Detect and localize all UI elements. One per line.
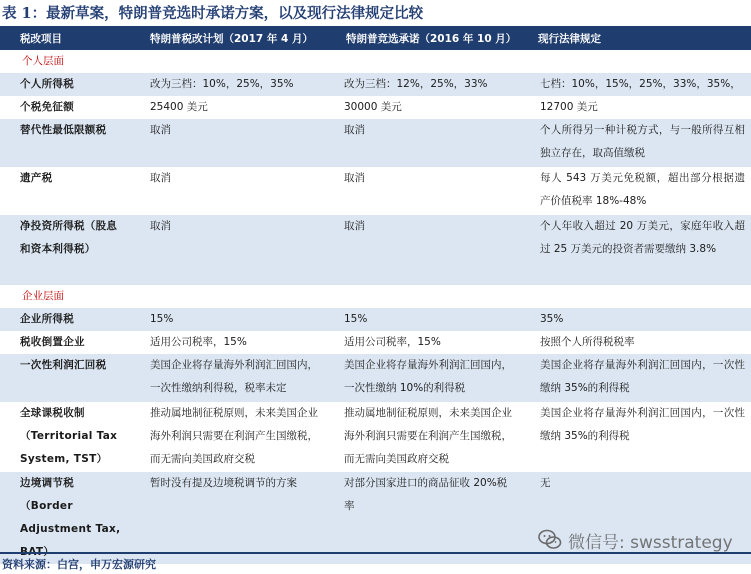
row-item: 全球课税收制（Territorial Tax System, TST）: [0, 402, 130, 472]
watermark-text: 微信号: swsstrategy: [568, 532, 733, 553]
table-row: [0, 402, 751, 472]
table-row: [0, 331, 751, 354]
row-item: 净投资所得税（股息和资本利得税）: [0, 215, 130, 285]
row-item: 个人所得税: [0, 73, 130, 96]
row-campaign-2016: 适用公司税率，15%: [326, 331, 518, 354]
row-plan-2017: 美国企业将存量海外利润汇回国内，一次性缴纳利得税，税率未定: [130, 354, 326, 402]
row-campaign-2016: 对部分国家进口的商品征收 20%税率: [326, 472, 518, 564]
row-current-law: 个人所得另一种计税方式，与一般所得互相独立存在，取高值缴税: [518, 119, 751, 167]
source-note: 资料来源：白宫，申万宏源研究: [2, 558, 156, 571]
wechat-icon: [538, 529, 562, 551]
row-item: 替代性最低限额税: [0, 119, 130, 167]
row-campaign-2016: 15%: [326, 308, 518, 331]
watermark: [538, 526, 733, 554]
section-row: [0, 285, 751, 308]
row-plan-2017: 取消: [130, 167, 326, 215]
row-campaign-2016: 取消: [326, 215, 518, 285]
row-current-law: 七档：10%，15%，25%，33%，35%，: [518, 73, 751, 96]
table-row: [0, 308, 751, 331]
row-plan-2017: 25400 美元: [130, 96, 326, 119]
row-current-law: 按照个人所得税税率: [518, 331, 751, 354]
header-plan-2017: 特朗普税改计划（2017 年 4 月）: [130, 28, 326, 50]
row-plan-2017: 15%: [130, 308, 326, 331]
table-row: [0, 96, 751, 119]
row-current-law: 美国企业将存量海外利润汇回国内，一次性缴纳 35%的利得税: [518, 354, 751, 402]
row-item: 一次性利润汇回税: [0, 354, 130, 402]
comparison-table: [0, 28, 751, 564]
row-campaign-2016: 改为三档：12%，25%，33%: [326, 73, 518, 96]
row-plan-2017: 取消: [130, 119, 326, 167]
table-row: [0, 215, 751, 285]
row-current-law: 美国企业将存量海外利润汇回国内，一次性缴纳 35%的利得税: [518, 402, 751, 472]
table-title: 表 1：最新草案，特朗普竞选时承诺方案，以及现行法律规定比较: [2, 5, 424, 22]
row-item: 企业所得税: [0, 308, 130, 331]
row-campaign-2016: 取消: [326, 167, 518, 215]
row-current-law: 无: [518, 472, 751, 564]
row-current-law: 12700 美元: [518, 96, 751, 119]
header-current-law: 现行法律规定: [518, 28, 751, 50]
row-campaign-2016: 30000 美元: [326, 96, 518, 119]
row-plan-2017: 暂时没有提及边境税调节的方案: [130, 472, 326, 564]
table-row: [0, 73, 751, 96]
row-current-law: 35%: [518, 308, 751, 331]
row-plan-2017: 改为三档：10%，25%，35%: [130, 73, 326, 96]
row-current-law: 个人年收入超过 20 万美元，家庭年收入超过 25 万美元的投资者需要缴纳 3.8%: [518, 215, 751, 285]
row-plan-2017: 推动属地制征税原则，未来美国企业海外利润只需要在利润产生国缴税，而无需向美国政府交税: [130, 402, 326, 472]
row-campaign-2016: 美国企业将存量海外利润汇回国内，一次性缴纳 10%的利得税: [326, 354, 518, 402]
row-item: 遗产税: [0, 167, 130, 215]
table-row: [0, 167, 751, 215]
row-item: 边境调节税（Border Adjustment Tax,: [0, 472, 130, 564]
table-row: [0, 354, 751, 402]
row-campaign-2016: 推动属地制征税原则，未来美国企业海外利润只需要在利润产生国缴税，而无需向美国政府交税: [326, 402, 518, 472]
row-item: 个税免征额: [0, 96, 130, 119]
row-current-law: 每人 543 万美元免税额，超出部分根据遗产价值税率 18%-48%: [518, 167, 751, 215]
table-row: [0, 119, 751, 167]
header-item: 税改项目: [0, 28, 130, 50]
section-row: [0, 50, 751, 73]
header-row: [0, 28, 751, 50]
row-item: 税收倒置企业: [0, 331, 130, 354]
row-plan-2017: 取消: [130, 215, 326, 285]
section-label: 个人层面: [0, 50, 751, 73]
row-plan-2017: 适用公司税率，15%: [130, 331, 326, 354]
header-campaign-2016: 特朗普竞选承诺（2016 年 10 月）: [326, 28, 518, 50]
section-label: 企业层面: [0, 285, 751, 308]
row-campaign-2016: 取消: [326, 119, 518, 167]
